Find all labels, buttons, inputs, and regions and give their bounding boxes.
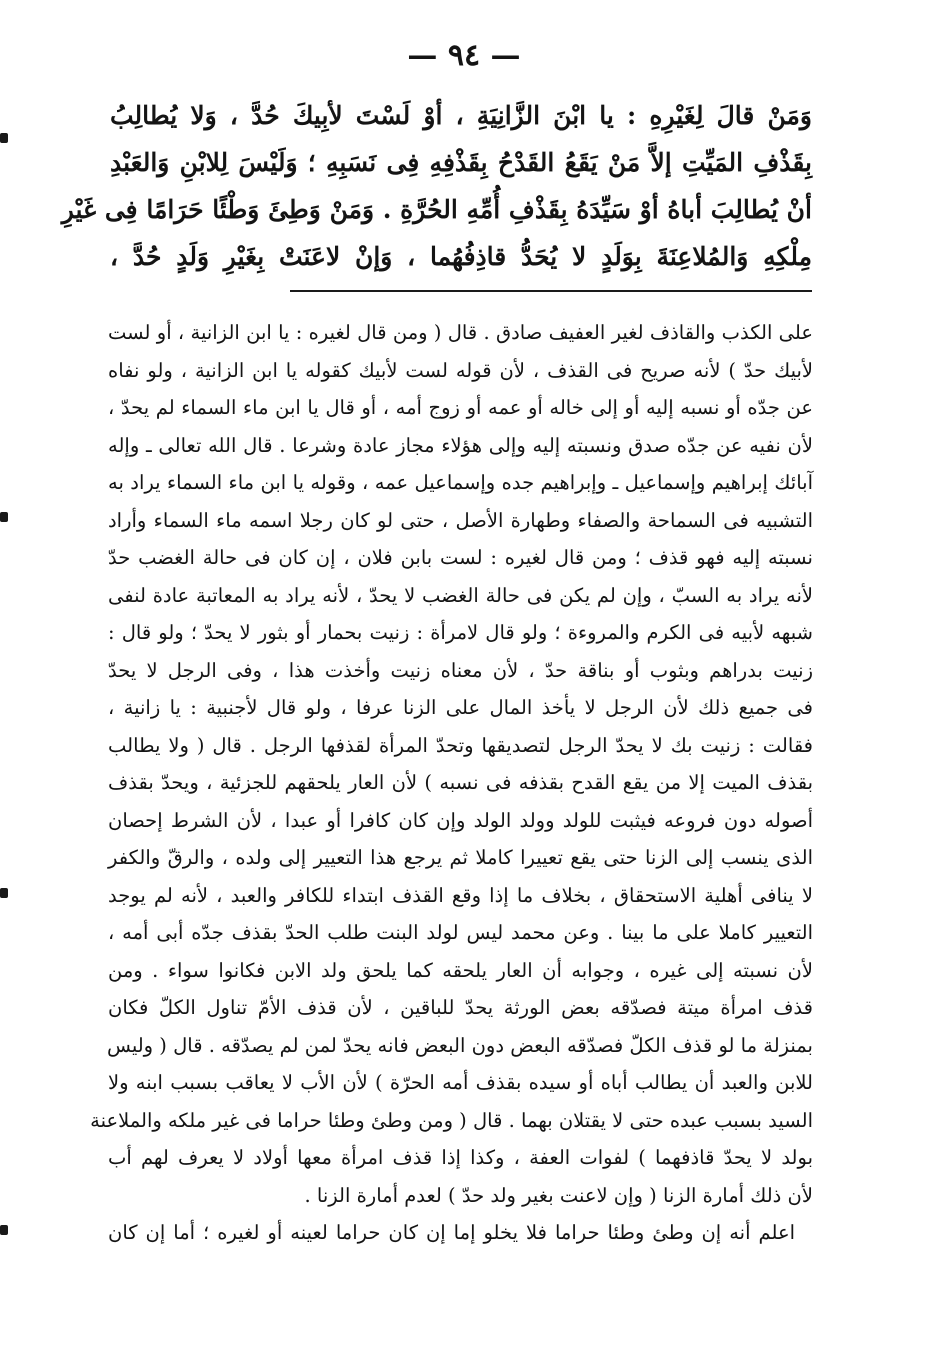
- sharh-line: الذى ينسب إلى الزنا حتى يقع تعييرا كاملا ثم يرجع هذا التعيير إلى ولده ، والرقّ والكفر: [108, 846, 813, 869]
- sharh-line: أصوله دون فروعه فيثبت للولد وولد الولد وإن كان كافرا أو عبدا ، لأن الشرط إحصان: [108, 808, 813, 832]
- scan-margin-mark: [0, 133, 8, 143]
- scan-margin-mark: [0, 1225, 8, 1235]
- sharh-line: التشبيه فى السماحة والصفاء وطهارة الأصل ، حتى لو كان رجلا اسمه ماء السماء وأراد: [108, 508, 813, 532]
- sharh-line: زنيت بدراهم وبثوب أو بناقة حدّ ، لأن معناه زنيت وأخذت هذا ، وفى الرجل لا يحدّ: [108, 658, 813, 682]
- sharh-line: بمنزلة ما لو قذف الكلّ فصدّقه البعض دون البعض فانه يحدّ لمن لم يصدّقه . قال ( وليس: [107, 1033, 813, 1057]
- sharh-line: للابن والعبد أن يطالب أباه أو سيده بقذف أمه الحرّة ) لأن الأب لا يعاقب بسبب ابنه ولا: [108, 1071, 813, 1094]
- sharh-line: التعيير كاملا على ما بينا . وعن محمد ليس لولد البنت طلب الحدّ بقذف جدّه أبى أمه ،: [108, 921, 813, 944]
- matn-line: بِقَذْفِ المَيِّتِ إلاَّ مَنْ يَقَعُ القَدْحُ بِقَذْفِهِ فِى نَسَبِهِ ؛ وَلَيْسَ لِلابْنِ وَالعَبْدِ: [110, 148, 812, 177]
- sharh-line: لأنه يراد به السبّ ، وإن لم يكن فى حالة الغضب لا يحدّ ، لأنه يراد به المعاتبة عادة لنفى: [108, 583, 813, 607]
- matn-line: مِلْكِهِ وَالمُلاعِنَةَ بِوَلَدٍ لا يُحَدُّ قاذِفُهُما ، وَإنْ لاعَنَتْ بِغَيْرِ وَلَدٍ حُدَّ ،: [110, 242, 812, 271]
- sharh-line: فقالت : زنيت بك لا يحدّ الرجل لتصديقها وتحدّ المرأة لقذفها الرجل . قال ( ولا يطالب: [108, 733, 813, 757]
- sharh-line: لأبيك حدّ ) لأنه صريح فى القذف ، لأن قوله لست لأبيك كقوله يا ابن الزانية ، ولو نفاه: [108, 358, 813, 382]
- sharh-line: لأن ذلك أمارة الزنا ( وإن لاعنت بغير ولد حدّ ) لعدم أمارة الزنا .: [304, 1183, 813, 1207]
- matn-line: أنْ يُطالِبَ أباهُ أوْ سَيِّدَهُ بِقَذْفِ أُمِّهِ الحُرَّةِ . وَمَنْ وَطِئَ وَطْئًا حَرَامًا فِى غَيْرِ: [61, 195, 812, 224]
- scan-margin-mark: [0, 888, 8, 898]
- sharh-line: اعلم أنه إن وطئ وطئا حراما فلا يخلو إما إن كان حراما لعينه أو لغيره ؛ أما إن كان: [108, 1221, 795, 1244]
- sharh-line: لأن نفيه عن جدّه صدق ونسبته إليه وإلى هؤلاء مجاز عادة وشرعا . قال الله تعالى ـ وإله: [108, 433, 813, 457]
- sharh-line: عن جدّه أو نسبه إليه أو إلى خاله أو عمه أو زوج أمه ، أو قال يا ابن ماء السماء لم يحدّ ،: [108, 396, 813, 419]
- page-number: — ٩٤ —: [407, 38, 521, 73]
- sharh-line: شبهه لأبيه فى الكرم والمروءة ؛ ولو قال لامرأة : زنيت بحمار أو بثور لا يحدّ ؛ ولو قال :: [108, 621, 813, 644]
- section-divider: [290, 290, 812, 292]
- main-text-matn: [61, 92, 812, 280]
- commentary-text-sharh: [90, 314, 813, 1252]
- sharh-line: قذف امرأة ميتة فصدّقه بعض الورثة يحدّ للباقين ، لأن قذف الأمّ تناول الكلّ فكان: [108, 996, 813, 1019]
- scan-margin-mark: [0, 512, 8, 522]
- sharh-line: آبائك إبراهيم وإسماعيل ـ وإبراهيم جده وإسماعيل عمه ، وقوله يا ابن ماء السماء يراد به: [108, 471, 813, 494]
- sharh-line: فى جميع ذلك لأن الرجل لا يأخذ المال على الزنا عرفا ، ولو قال لأجنبية : يا زانية ،: [108, 696, 813, 719]
- sharh-line: نسبته إليه فهو قذف ؛ ومن قال لغيره : لست بابن فلان ، إن كان فى حالة الغضب حدّ: [108, 546, 813, 569]
- sharh-line: بولد لا يحدّ قاذفهما ) لفوات العفة ، وكذا إذا قذف امرأة معها أولاد لا يعرف لهم أب: [108, 1146, 813, 1169]
- matn-line: وَمَنْ قالَ لِغَيْرِهِ : يا ابْنَ الزَّانِيَةِ ، أوْ لَسْتَ لأبِيكَ حُدَّ ، وَلا يُطالِبُ: [110, 101, 812, 130]
- sharh-line: بقذف الميت إلا من يقع القدح بقذفه فى نسبه ) لأن العار يلحقهم للجزئية ، ويحدّ بقذف: [108, 771, 813, 794]
- sharh-line: لأن نسبته إلى غيره ، وجوابه أن العار يلحقه كما يلحق ولد الابن فكانوا سواء . ومن: [108, 958, 813, 982]
- sharh-line: السيد بسبب عبده حتى لا يقتلان بهما . قال ( ومن وطئ وطئا حراما فى غير ملكه والملاعنة: [90, 1108, 813, 1132]
- sharh-line: لا ينافى أهلية الاستحقاق ، بخلاف ما إذا وقع القذف ابتداء للكافر والعبد ، لأنه لم يوجد: [108, 883, 813, 907]
- sharh-line: على الكذب والقاذف لغير العفيف صادق . قال ( ومن قال لغيره : يا ابن الزانية ، أو لست: [108, 321, 813, 344]
